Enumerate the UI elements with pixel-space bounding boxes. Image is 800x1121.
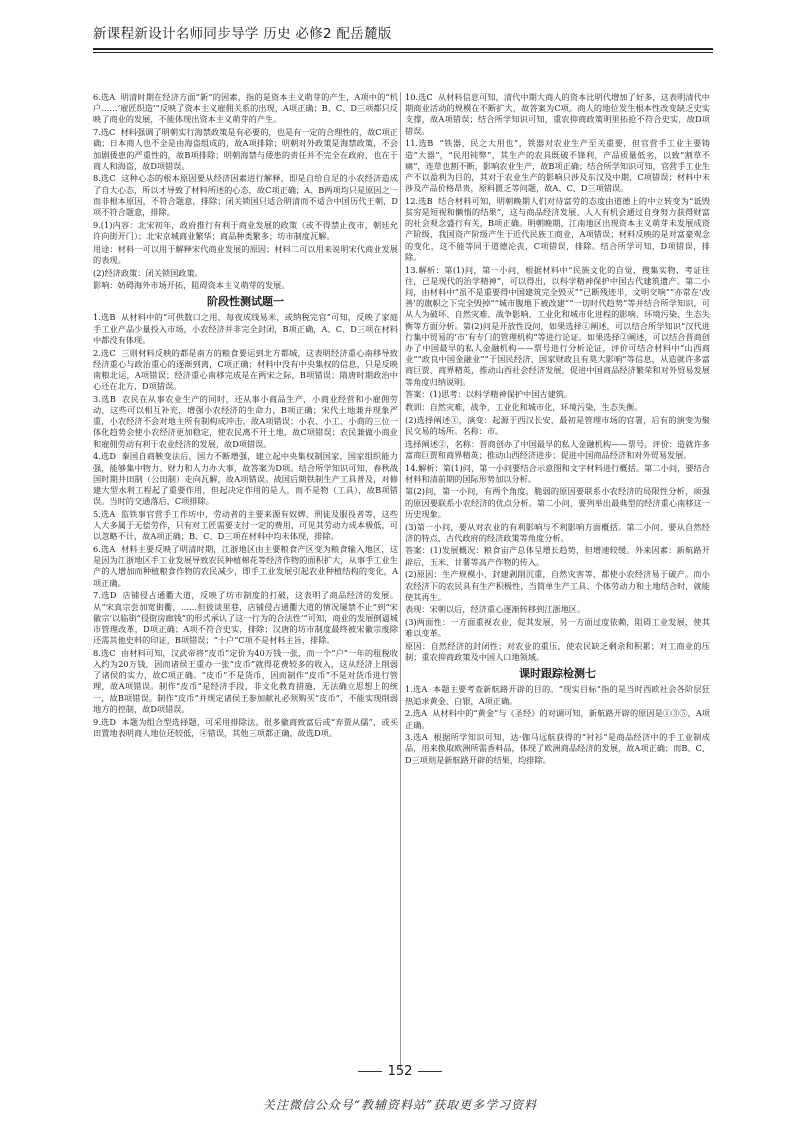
paragraph: (3)两面性：一方面重视农业，促其发展，另一方面过度依赖，阻碍工业发展，使其难以变革。 [405, 617, 710, 639]
paragraph: 7.选C 材料强调了明朝实行海禁政策是有必要的，也是有一定的合理性的，故C项正确；日本商人也不全是由海盗组成的，故A项排除；明朝对外政策是海禁政策，不会加剧倭患的严重性的，故B项排除；明朝海禁与倭患的责任并不完全在政府，也在于商人和海盗，故D项错误。 [93, 127, 398, 171]
paragraph: (2)选择阐述①，演变：起源于西汉长安，最初是管理市场的官署，后有的演变为聚民交易的场所。名称：市。 [405, 414, 710, 436]
paragraph: (3)第一小问，要从对农业的有利影响与不利影响方面概括。第二小问，要从自然经济的特点、古代政府的经济政策等角度分析。 [405, 521, 710, 543]
page-number-row [0, 1064, 800, 1079]
paragraph: 14.解析：第(1)问，第一小问要结合示意图和文字材料进行概括。第二小问，要结合材料和清前期的国际形势加以分析。 [405, 462, 710, 484]
page-header [93, 22, 713, 52]
paragraph: 10.选C 从材料信息可知，清代中期大商人的资本比明代增加了好多，这表明清代中期商业活动的规模在不断扩大，故答案为C项。商人的地位发生根本性改变缺乏史实支撑，故A项错误；结合所学知识可知，重农抑商政策明里拓抢不符合史实，故D项错误。 [405, 92, 710, 136]
page-number-dash-right [418, 1071, 442, 1072]
paragraph: 第(2)问，第一小问，有两个角度，脆弱的原因要联系小农经济的局限性分析，顽强的原因要联系小农经济的优点分析。第二小问，要列举出最典型的经济重心南移这一历史现象。 [405, 486, 710, 519]
paragraph: 7.选D 店铺侵占通衢大道，反映了坊市制度的打破，这表明了商品经济的发展。从“宋真宗尝加宽街衢，……但彼谈里巷，店铺侵占通衢大道的情况屡禁不止”到“宋徽宗‘以临街“侵街房廊钱”的形式承认了这一行为的合法性’”可知，商业的发展倒逼城市管理改革，D项正确；A项不符合史实，排除；汉唐的坊市制度最终被宋徽宗废除还需其他史料的印证，B项错误；“十户”C项不是材料主旨，排除。 [93, 590, 398, 646]
section-title: 阶段性测试题一 [207, 295, 284, 309]
paragraph: 原因：自然经济的封闭性；对农业的重压，使农民缺乏剩余和积累；对工商业的压制；重农抑商政策及中国人口地领域。 [405, 641, 710, 663]
answer-paragraph: 答案：(1)发展概况：粮食亩产总体呈增长趋势，但增速较缓。外来因素：新航路开辟后，玉米、甘薯等高产作物的传入。 [405, 545, 710, 567]
paragraph: 3.选A 根据所学知识可知，达·伽马远航获得的“衬衫”是商品经济中的手工业制成品，用来换取欧洲所需香料品，体现了欧洲商品经济的发展，故A项正确；而B、C、D三项则是新航路开辟的结果，均排除。 [405, 732, 710, 765]
paragraph: 2.选C 三则材料反映的都是南方的粮食要运到北方都城，这表明经济重心南移导致经济重心与政治重心的逐渐到离，C项正确；材料中没有中央集权的信息，只是反映南粮北运，A项错误；经济重心南移完成是在两宋之际，B项错误；隋唐时期政治中心还在北方，D项错误。 [93, 347, 398, 392]
paragraph: 6.选A 明清时期在经济方面“新”的因素，指的是资本主义萌芽的产生，A项中的“机户……‘雇匠织造’”反映了资本主义雇佣关系的出现，A项正确；B、C、D三项都只反映了商业的发展，不能体现出资本主义萌芽的产生。 [93, 92, 398, 125]
paragraph: 表现：宋朝以后，经济重心逐渐转移到江浙地区。 [405, 604, 586, 615]
paragraph: (2)经济政策：闭关锁国政策。 [93, 267, 203, 278]
page-number: 152 [387, 1064, 413, 1079]
section-title: 课时跟踪检测七 [519, 667, 596, 681]
paragraph: 2.选A 从材料中的“黄金”与《圣经》的对调可知，新航路开辟的原因是①③⑤，A项正确。 [405, 708, 710, 730]
paragraph: 教训：自然灾难，战争，工业化和城市化，环境污染，生态失衡。 [405, 401, 643, 412]
footer-note: 关注微信公众号“教辅资料站”获取更多学习资料 [262, 1098, 538, 1112]
paragraph: 8.选C 这种心态的根本原因要从经济因素进行解释，即是自给自足的小农经济造成了自大心态，所以才导致了材料所述的心态，故C项正确；A、B两项均只是原因之一而非根本原因，不符合题意，排除；闭关锁国只适合明清而不适合中国历代王朝，D项不符合题意，排除。 [93, 173, 398, 218]
answer-paragraph: 答案：(1)思考：以科学精神保护中国古建筑。 [405, 389, 573, 400]
header-rule-thin [93, 52, 713, 53]
paragraph: 4.选D 秦国自商鞅变法后，国力不断增强，建立起中央集权制国家，国家组织能力强，能够集中物力、财力和人力办大事，故答案为D项。结合所学知识可知，春秋战国时期井田制（公田制）走向瓦解，故A项错误。战国后期铁制生产工具普及，对修建大型水利工程起了重要作用，但起决定作用的是人，而不是物（工具），故B项错误。当时的交通落后，C项排除。 [93, 451, 398, 507]
paragraph: 11.选B “铁器，民之大用也”，铁器对农业生产至关重要，但官营手工业主要铸造“大器”，“民用钝弊”，其生产的农具既破不锋利，产品质量低劣，以致“割草不痛”，连草也割不断，影响农业生产，故B项正确；结合所学知识可知，官营手工业生产不以盈利为目的，其对于农业生产的影响只涉及东汉及中期，C项错误；材料中未涉及产品价格昂贵，原料匮乏等问题，故A、C、D三项错误。 [405, 138, 710, 194]
book-title: 新课程新设计名师同步导学 历史 必修2 配岳麓版 [93, 26, 392, 42]
paragraph: 用途：材料一可以用于解释宋代商业发展的原因；材料二可以用来说明宋代商业发展的表现。 [93, 243, 398, 265]
paragraph: (2)原因：生产规模小，封建剥削沉重，自然灾害等，都使小农经济易于破产。而小农经济下的农民具有生产积极性，当简单生产工具、个体劳动力和土地结合时，就能使其再生。 [405, 569, 710, 602]
paragraph: 6.选A 材料主要反映了明清时期，江浙地区由主要粮食产区变为粮食输入地区，这是因为江浙地区手工业发展导致农民种植棉花等经济作物的面积扩大，从事手工业生产的人增加而种植粮食作物的农民减少，即手工业发展引起农业种植结构的变化，A项正确。 [93, 544, 398, 588]
right-column [405, 92, 710, 767]
page-number-dash-left [358, 1071, 382, 1072]
paragraph: 12.选B 结合材料可知，明朝晚期人们对待富劳的态度由道德上的中立转变为“诋毁贫穷是短视和懒惰的结果”，这与商品经济发展、人人有机会通过自身努力获得财富的社会观念盛行有关，B项正确。明朝晚期，江南地区出现资本主义萌芽未发展成资产阶级，我国资产阶级产生于近代民族工商业，A项错误；材料反映的是对富豪观念的变化，这不能等同于道德沦丧，C项错误，排除。结合所学可知，D项错误，排除。 [405, 195, 710, 262]
header-rule [93, 48, 713, 50]
paragraph: 选择阐述②，名称：晋商创办了中国最早的私人金融机构——票号。评价：造就许多富商巨贾和商界精英；推动山西经济进步；促进中国商品经济和对外贸易发展。 [405, 438, 710, 460]
column-divider [400, 92, 401, 1070]
paragraph: 1.选A 本题主要考查新航路开辟的目的。“现实目标”指的是当时西欧社会各阶层狂热追求黄金、白银，A项正确。 [405, 684, 710, 706]
paragraph: 5.选A 监铁事官营手工作坊中，劳动者的主要来源有奴婢、刑徒及服役者等，这些人大多属于无偿劳作，只有对工匠需要支付一定的费用，可见其劳动力成本极低，可以忽略不计，故A项正确；B、C、D三项在材料中均未体现，排除。 [93, 508, 398, 542]
paragraph: 9.选D 本题为组合型选择题，可采用排除法。很多徽商致富后或“弃贾从儒”，或买田置地表明商人地位还较低，④错误，其他三项都正确，故选D项。 [93, 716, 398, 738]
paragraph: 1.选B 从材料中的“可供数口之用，每夜成线易米，或纳税完官”可知，反映了家庭手工业产品少量投入市场，小农经济并非完全封闭，B项正确，A、C、D三项在材料中都没有体现。 [93, 312, 398, 345]
paragraph: 影响：妨碍海外市场开拓，阻碍资本主义萌芽的发展。 [93, 280, 290, 291]
paragraph: 9.(1)内容：北宋初年，政府推行有利于商业发展的政策（或不得禁止夜市，朝廷允许向街开门）；北宋京城商业繁华；商品种类繁多；坊市制度瓦解。 [93, 219, 398, 241]
paragraph: 3.选B 农民在从事农业生产的同时，还从事小商品生产，小商业经营和小雇佣劳动，这些可以相互补充，增强小农经济的生命力，B项正确；宋代土地兼并现象严重，小农经济不会对地主所有制构成冲击，故A项错误；小农、小工、小商的三位一体化趋势会使小农经济更加稳定，使农民离不开土地，故C项错误；农民兼做小商业和雇佣劳动有利于农业经济的发展，故D项错误。 [93, 393, 398, 449]
left-column [93, 92, 398, 740]
paragraph: 13.解析：第(1)问，第一小问，根据材料中“民族文化的自觉，搜集实物，考证往往，已是现代的治学精神”，可以得出，以科学精神保护中国古代建筑遗产。第二小问，由材料中“虽不是重要得中国建筑完全毁灭”“已断残迹半，文明交响”“亦常在‘改善’的旗帜之下完全毁掉”“城市腹地下被改建”“一切时代趋势”等并结合所学知识，可从人为破坏、自然灾难、战争影响、工业化和城市化进程的影响、环境污染、生态失衡等方面分析。第(2)问是开放性设问，如果选择①阐述，可以结合所学知识“汉代进行集中贸易的‘市’有专门的管理机构”等进行论证。如果选择②阐述，可以结合晋商创办了中国最早的私人金融机构——票号进行分析论证，评价可结合材料中“山西商业”“政良中国金融业”“于国民经济、国家财政且有莫大影响”等信息，从造就许多富商巨贾、商界精英，推动山西社会经济发展，促进中国商品经济繁荣和对外贸易发展等角度归纳说明。 [405, 264, 710, 387]
paragraph: 8.选C 由材料可知，汉武帝将“皮币”定价为40万钱一张，而一个“户”一年的租税收入约为20万钱，因而诸侯王重办一张“皮币”就得花费较多的收入，这从经济上削弱了诸侯的实力，故C项正确。“皮币”不是货币，因而制作“皮币”不是对货币进行管理，故A项错误。制作“皮币”是经济手段，非文化教育措施，无法确立思想上的统一，故B项错误。制作“皮币”并规定诸侯王参加献礼必须购买“皮币”，不能实现削弱地方的控制，故D项错误。 [93, 647, 398, 714]
